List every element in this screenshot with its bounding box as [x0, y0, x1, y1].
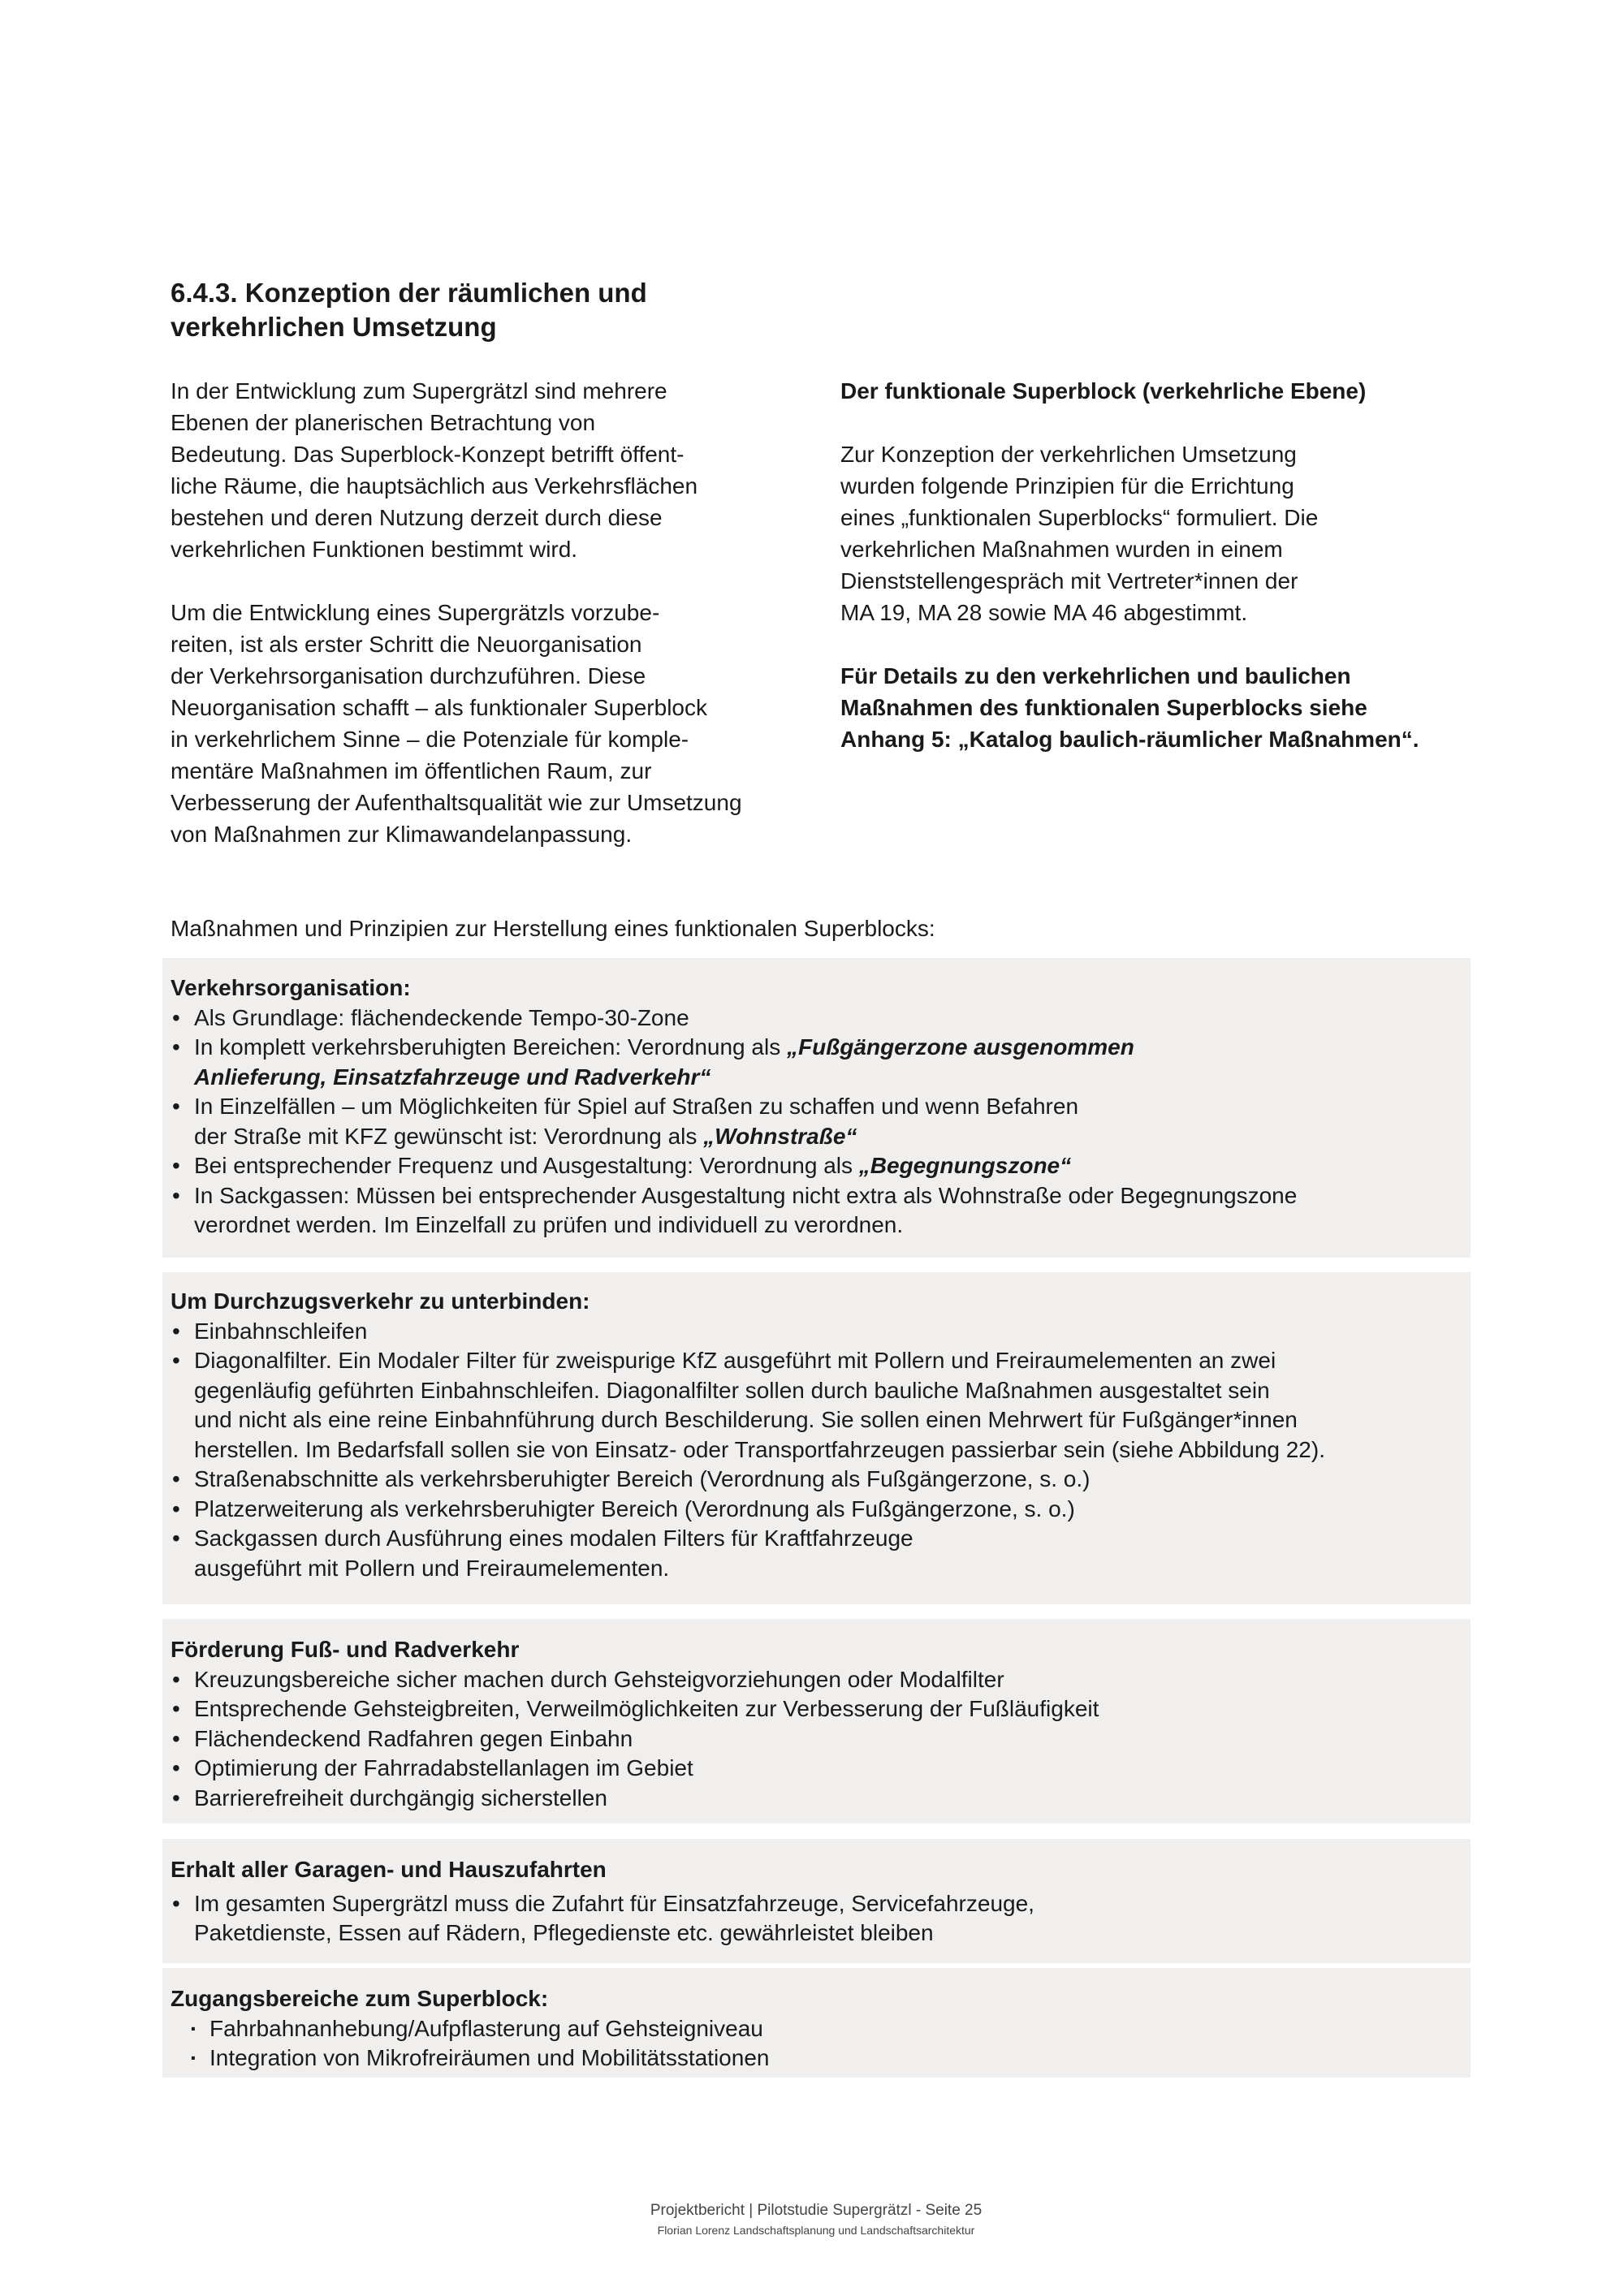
- list-item: • In Einzelfällen – um Möglichkeiten für Spiel auf Straßen zu schaffen und wenn Befahren der Straße mit KFZ gewünscht ist: Verordnung als „Wohnstraße“: [171, 1092, 1462, 1151]
- bullet-list: [171, 1889, 1462, 1949]
- list-item: • Straßenabschnitte als verkehrsberuhigter Bereich (Verordnung als Fußgängerzone, s. o.): [171, 1465, 1462, 1495]
- box-durchzugsverkehr: [162, 1272, 1471, 1604]
- list-item: · Integration von Mikrofreiräumen und Mobilitätsstationen: [171, 2044, 1462, 2074]
- list-item: • In Sackgassen: Müssen bei entsprechender Ausgestaltung nicht extra als Wohnstraße oder Begegnungszone verordnet werden. Im Einzelfall zu prüfen und individuell zu verordnen.: [171, 1181, 1462, 1241]
- left-paragraph-2: Um die Entwicklung eines Supergrätzls vorzube- reiten, ist als erster Schritt die Neuorganisation der Verkehrsorganisation durchzuführen. Diese Neuorganisation schafft – als funktionaler Superblock in verkehrlichem Sinne – die Potenziale für komple- mentäre Maßnahmen im öffentlichen Raum, zur Verbesserung der Aufenthaltsqualität wie zur Umsetzung von Maßnahmen zur Klimawandelanpassung.: [171, 600, 742, 847]
- list-item: • Entsprechende Gehsteigbreiten, Verweilmöglichkeiten zur Verbesserung der Fußläufigkeit: [171, 1694, 1462, 1724]
- left-paragraph-1: In der Entwicklung zum Supergrätzl sind mehrere Ebenen der planerischen Betrachtung von Bedeutung. Das Superblock-Konzept betrifft öffent- liche Räume, die hauptsächlich aus Verkehrsflächen bestehen und deren Nutzung derzeit durch diese verkehrlichen Funktionen bestimmt wird.: [171, 378, 698, 562]
- right-paragraph-1: Zur Konzeption der verkehrlichen Umsetzung wurden folgende Prinzipien für die Errichtung eines „funktionalen Superblocks“ formuliert. Die verkehrlichen Maßnahmen wurden in einem Dienststellengespräch mit Vertreter*innen der MA 19, MA 28 sowie MA 46 abgestimmt.: [840, 442, 1319, 625]
- box-zugang: [162, 1968, 1471, 2078]
- page-footer: [0, 2200, 1624, 2239]
- box-heading: Verkehrsorganisation:: [171, 975, 411, 1000]
- list-item: • Flächendeckend Radfahren gegen Einbahn: [171, 1724, 1462, 1754]
- list-item: • Als Grundlage: flächendeckende Tempo-30-Zone: [171, 1003, 1462, 1034]
- list-item: • Diagonalfilter. Ein Modaler Filter für zweispurige KfZ ausgeführt mit Pollern und Freiraumelementen an zwei gegenläufig geführten Einbahnschleifen. Diagonalfilter sollen durch bauliche Maßnahmen ausgestaltet sein und nicht als eine reine Einbahnführung durch Beschilderung. Sie sollen einen Mehrwert für Fußgänger*innen herstellen. Im Bedarfsfall sollen sie von Einsatz- oder Transportfahrzeugen passierbar sein (siehe Abbildung 22).: [171, 1346, 1462, 1465]
- left-column: [171, 375, 820, 850]
- footer-author-line: Florian Lorenz Landschaftsplanung und Landschaftsarchitektur: [657, 2224, 975, 2237]
- list-item: · Fahrbahnanhebung/Aufpflasterung auf Gehsteigniveau: [171, 2014, 1462, 2044]
- box-heading: Um Durchzugsverkehr zu unterbinden:: [171, 1288, 590, 1314]
- footer-report-line: Projektbericht | Pilotstudie Supergrätzl - Seite 25: [650, 2202, 983, 2219]
- list-item: • Einbahnschleifen: [171, 1317, 1462, 1347]
- bullet-list: [171, 1317, 1462, 1584]
- box-foerderung: [162, 1619, 1471, 1823]
- section-title: 6.4.3. Konzeption der räumlichen und verkehrlichen Umsetzung: [171, 278, 647, 342]
- box-heading: Förderung Fuß- und Radverkehr: [171, 1637, 520, 1662]
- bullet-list: [171, 1003, 1462, 1241]
- measures-intro: Maßnahmen und Prinzipien zur Herstellung eines funktionalen Superblocks:: [171, 916, 935, 941]
- box-verkehrsorganisation: [162, 958, 1471, 1258]
- right-column: [840, 375, 1490, 755]
- right-paragraph-2: Für Details zu den verkehrlichen und baulichen Maßnahmen des funktionalen Superblocks siehe Anhang 5: „Katalog baulich-räumlicher Maßnahmen“.: [840, 663, 1419, 752]
- bullet-list: [171, 2014, 1462, 2074]
- right-column-heading: Der funktionale Superblock (verkehrliche Ebene): [840, 378, 1367, 404]
- box-heading: Zugangsbereiche zum Superblock:: [171, 1986, 549, 2011]
- list-item: • Sackgassen durch Ausführung eines modalen Filters für Kraftfahrzeuge ausgeführt mit Pollern und Freiraumelementen.: [171, 1524, 1462, 1583]
- list-item: • Kreuzungsbereiche sicher machen durch Gehsteigvorziehungen oder Modalfilter: [171, 1665, 1462, 1695]
- list-item: • Barrierefreiheit durchgängig sicherstellen: [171, 1784, 1462, 1814]
- list-item: • In komplett verkehrsberuhigten Bereichen: Verordnung als „Fußgängerzone ausgenommen Anlieferung, Einsatzfahrzeuge und Radverkehr“: [171, 1033, 1462, 1092]
- bullet-list: [171, 1665, 1462, 1814]
- box-heading: Erhalt aller Garagen- und Hauszufahrten: [171, 1857, 607, 1882]
- box-garagen: [162, 1839, 1471, 1963]
- list-item: • Platzerweiterung als verkehrsberuhigter Bereich (Verordnung als Fußgängerzone, s. o.): [171, 1495, 1462, 1525]
- list-item: • Bei entsprechender Frequenz und Ausgestaltung: Verordnung als „Begegnungszone“: [171, 1151, 1462, 1181]
- list-item: • Optimierung der Fahrradabstellanlagen im Gebiet: [171, 1754, 1462, 1784]
- list-item: • Im gesamten Supergrätzl muss die Zufahrt für Einsatzfahrzeuge, Servicefahrzeuge, Paketdienste, Essen auf Rädern, Pflegedienste etc. gewährleistet bleiben: [171, 1889, 1462, 1949]
